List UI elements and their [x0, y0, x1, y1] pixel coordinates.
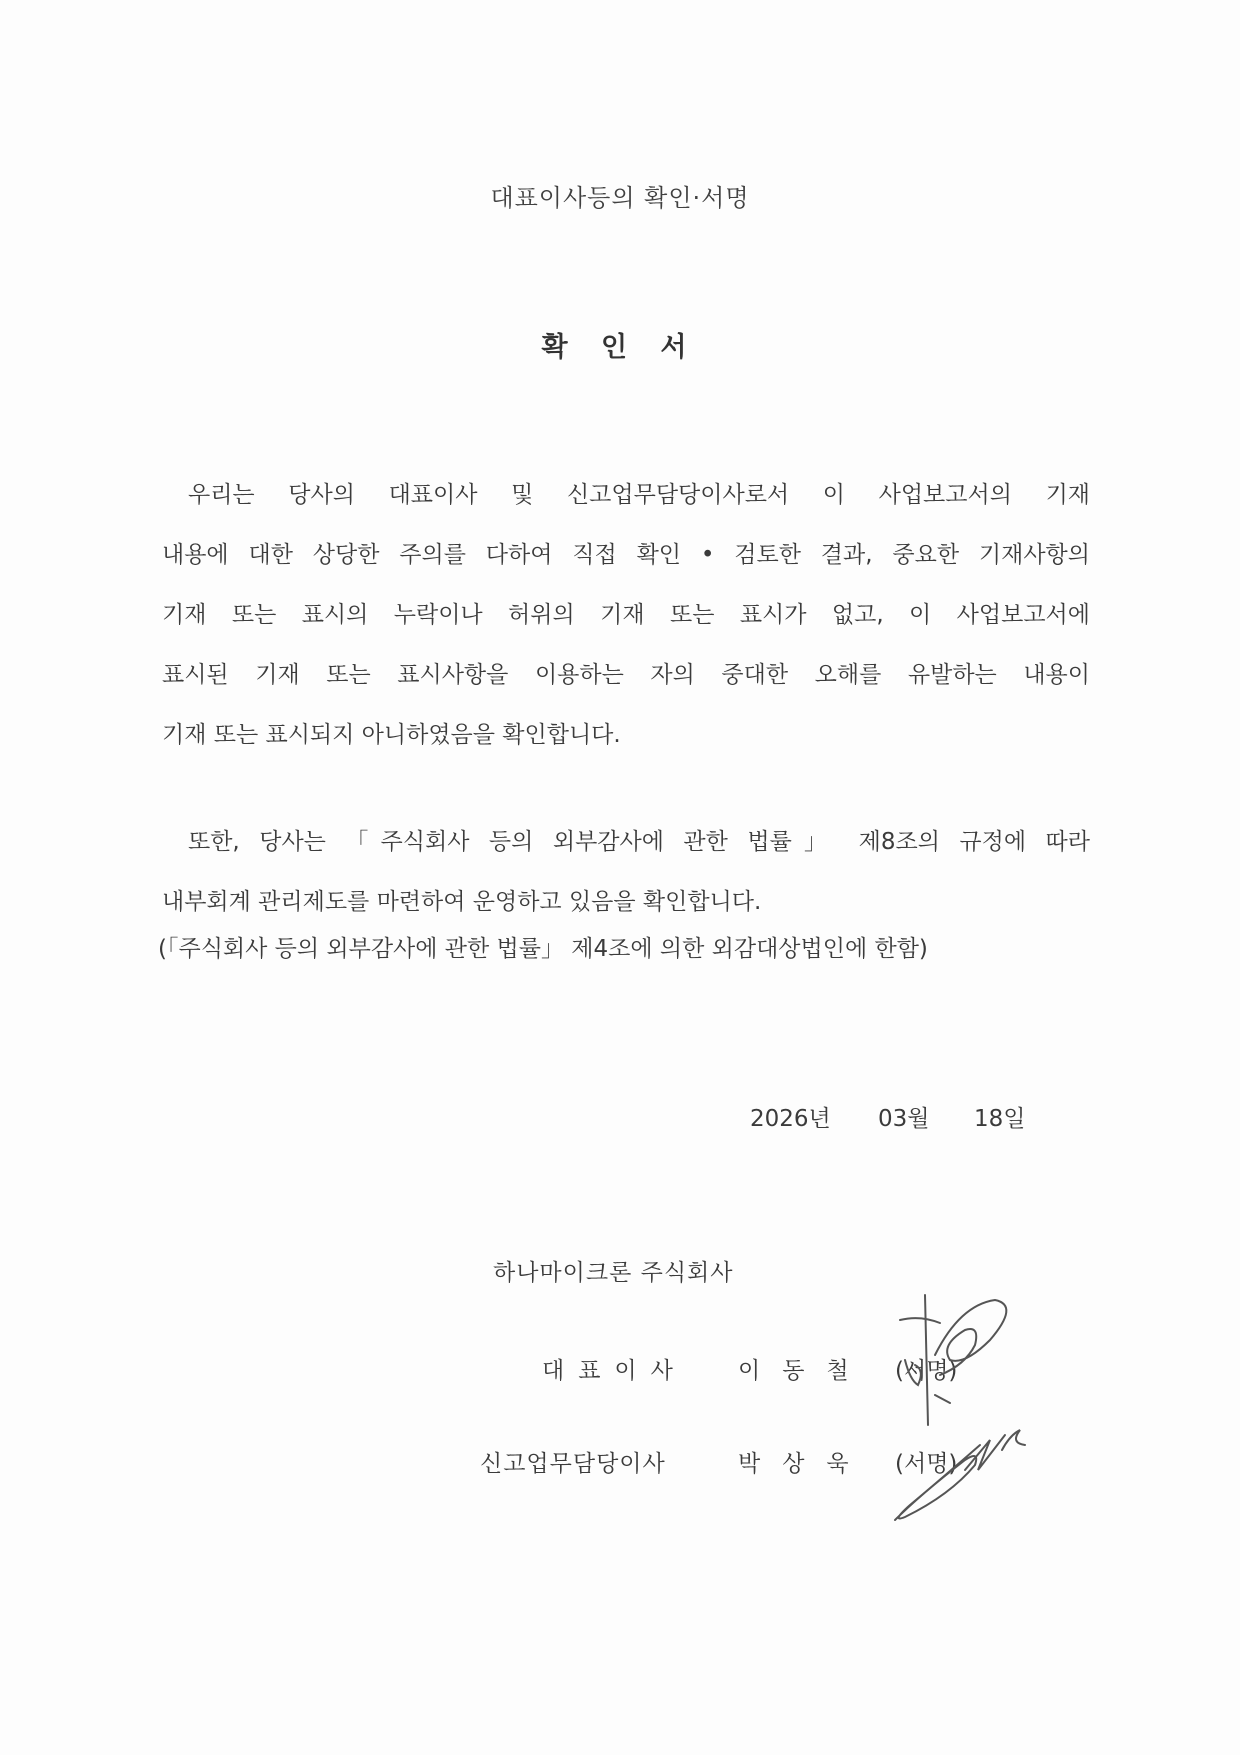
header-title: 대표이사등의 확인·서명	[490, 184, 750, 212]
paragraph-line: 기재 또는 표시되지 아니하였음을 확인합니다.	[162, 722, 621, 748]
paragraph-line: 또한, 당사는 「주식회사 등의 외부감사에 관한 법률」 제8조의 규정에 따라	[188, 829, 1090, 855]
paragraph-line: 기재 또는 표시의 누락이나 허위의 기재 또는 표시가 없고, 이 사업보고서에	[162, 602, 1090, 628]
signer-role-reporting-director: 신고업무담당이사	[480, 1451, 666, 1477]
date-day: 18일	[974, 1106, 1026, 1132]
confirmation-paragraph	[162, 465, 1090, 765]
document-title: 확 인 서	[541, 332, 699, 363]
handwritten-signature-director-icon	[880, 1425, 1030, 1525]
signature-mark-reporting-director: (서명)	[895, 1451, 958, 1477]
internal-control-paragraph	[162, 812, 1090, 932]
paragraph-line: 표시된 기재 또는 표시사항을 이용하는 자의 중대한 오해를 유발하는 내용이	[162, 662, 1090, 688]
paragraph-line: 내부회계 관리제도를 마련하여 운영하고 있음을 확인합니다.	[162, 889, 762, 915]
company-name: 하나마이크론 주식회사	[493, 1260, 734, 1286]
scope-note: (「주식회사 등의 외부감사에 관한 법률」 제4조에 의한 외감대상법인에 한함)	[158, 936, 928, 962]
signer-name-reporting-director: 박상욱	[738, 1451, 871, 1477]
date-month: 03월	[878, 1106, 930, 1132]
handwritten-signature-ceo-icon	[880, 1285, 1020, 1435]
signature-mark-ceo: (서명)	[895, 1358, 958, 1384]
document-date	[750, 1100, 1026, 1133]
date-year: 2026년	[750, 1106, 831, 1132]
signer-role-ceo: 대표이사	[542, 1358, 687, 1384]
paragraph-line: 우리는 당사의 대표이사 및 신고업무담당이사로서 이 사업보고서의 기재	[188, 482, 1090, 508]
paragraph-line: 내용에 대한 상당한 주의를 다하여 직접 확인 • 검토한 결과, 중요한 기재사항의	[162, 542, 1090, 568]
signer-name-ceo: 이동철	[738, 1358, 871, 1384]
